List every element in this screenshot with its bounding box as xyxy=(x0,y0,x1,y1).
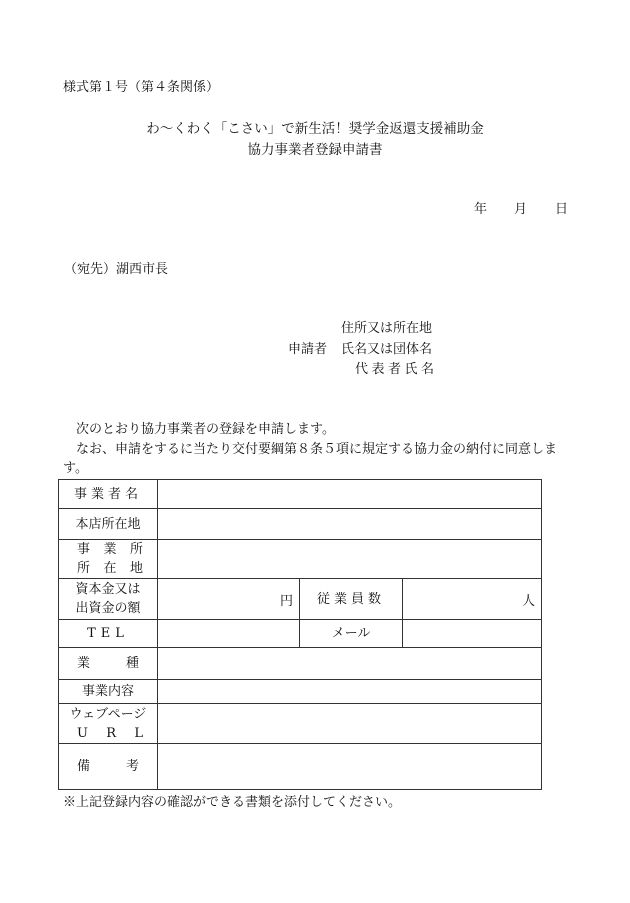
table-row xyxy=(59,704,542,744)
industry-label xyxy=(59,648,158,680)
email-field[interactable] xyxy=(403,620,542,648)
email-label: メール xyxy=(300,620,403,648)
document-title-line1: わ～くわく「こさい」で新生活！奨学金返還支援補助金 xyxy=(146,121,484,137)
webpage-url-field[interactable] xyxy=(158,704,542,744)
table-row xyxy=(59,648,542,680)
employees-label: 従業員数 xyxy=(300,579,403,620)
intro-text-line1: 次のとおり協力事業者の登録を申請します。 xyxy=(76,422,335,437)
table-row xyxy=(59,620,542,648)
date-month-label: 月 xyxy=(514,202,528,217)
remarks-field[interactable] xyxy=(158,744,542,790)
footnote: ※上記登録内容の確認ができる書類を添付してください。 xyxy=(63,795,402,810)
remarks-label xyxy=(59,744,158,790)
tel-field[interactable] xyxy=(158,620,300,648)
tel-label: TEL xyxy=(59,620,158,648)
url-letter: U xyxy=(77,725,88,741)
table-row xyxy=(59,579,542,620)
business-content-label: 事業内容 xyxy=(59,680,158,704)
office-location-field[interactable] xyxy=(158,540,542,579)
form-number: 様式第１号（第４条関係） xyxy=(63,80,220,95)
industry-field[interactable] xyxy=(158,648,542,680)
business-name-field[interactable] xyxy=(158,480,542,509)
intro-text-line3: す。 xyxy=(63,461,88,476)
employees-field[interactable] xyxy=(403,579,542,620)
office-char: 事 xyxy=(77,542,91,557)
representative-name-label: 代表者氏名 xyxy=(355,362,438,377)
yen-unit: 円 xyxy=(279,593,293,609)
webpage-label: ウェブページ xyxy=(69,706,147,722)
applicant-address-label: 住所又は所在地 xyxy=(341,321,433,336)
business-content-field[interactable] xyxy=(158,680,542,704)
office-char: 在 xyxy=(103,561,117,576)
table-row xyxy=(59,509,542,540)
office-location-label xyxy=(59,540,158,579)
registration-table xyxy=(58,479,542,790)
url-letter: L xyxy=(134,725,143,741)
persons-unit: 人 xyxy=(522,593,536,609)
capital-label-line1: 資本金又は xyxy=(75,582,141,597)
table-row xyxy=(59,744,542,790)
head-office-label: 本店所在地 xyxy=(59,509,158,540)
capital-label-line2: 出資金の額 xyxy=(75,601,141,616)
office-char: 業 xyxy=(103,542,117,557)
applicant-label: 申請者 xyxy=(288,342,328,357)
office-char: 所 xyxy=(129,542,143,557)
capital-field[interactable] xyxy=(158,579,300,620)
office-char: 地 xyxy=(129,561,143,576)
business-name-label: 事業者名 xyxy=(59,480,158,509)
table-row xyxy=(59,680,542,704)
remarks-char: 備 xyxy=(77,759,91,774)
table-row xyxy=(59,540,542,579)
date-day-label: 日 xyxy=(555,202,569,217)
date-year-label: 年 xyxy=(474,202,488,217)
capital-label xyxy=(59,579,158,620)
remarks-char: 考 xyxy=(125,759,139,774)
industry-char: 種 xyxy=(125,656,139,671)
intro-text-line2: なお、申請をするに当たり交付要綱第８条５項に規定する協力金の納付に同意しま xyxy=(76,442,558,457)
addressee: （宛先）湖西市長 xyxy=(64,262,169,277)
office-char: 所 xyxy=(77,561,91,576)
applicant-name-label: 氏名又は団体名 xyxy=(341,342,433,357)
document-title-line2: 協力事業者登録申請書 xyxy=(247,142,383,158)
url-letter: R xyxy=(106,725,117,741)
webpage-url-label xyxy=(59,704,158,744)
industry-char: 業 xyxy=(77,656,91,671)
table-row xyxy=(59,480,542,509)
head-office-field[interactable] xyxy=(158,509,542,540)
